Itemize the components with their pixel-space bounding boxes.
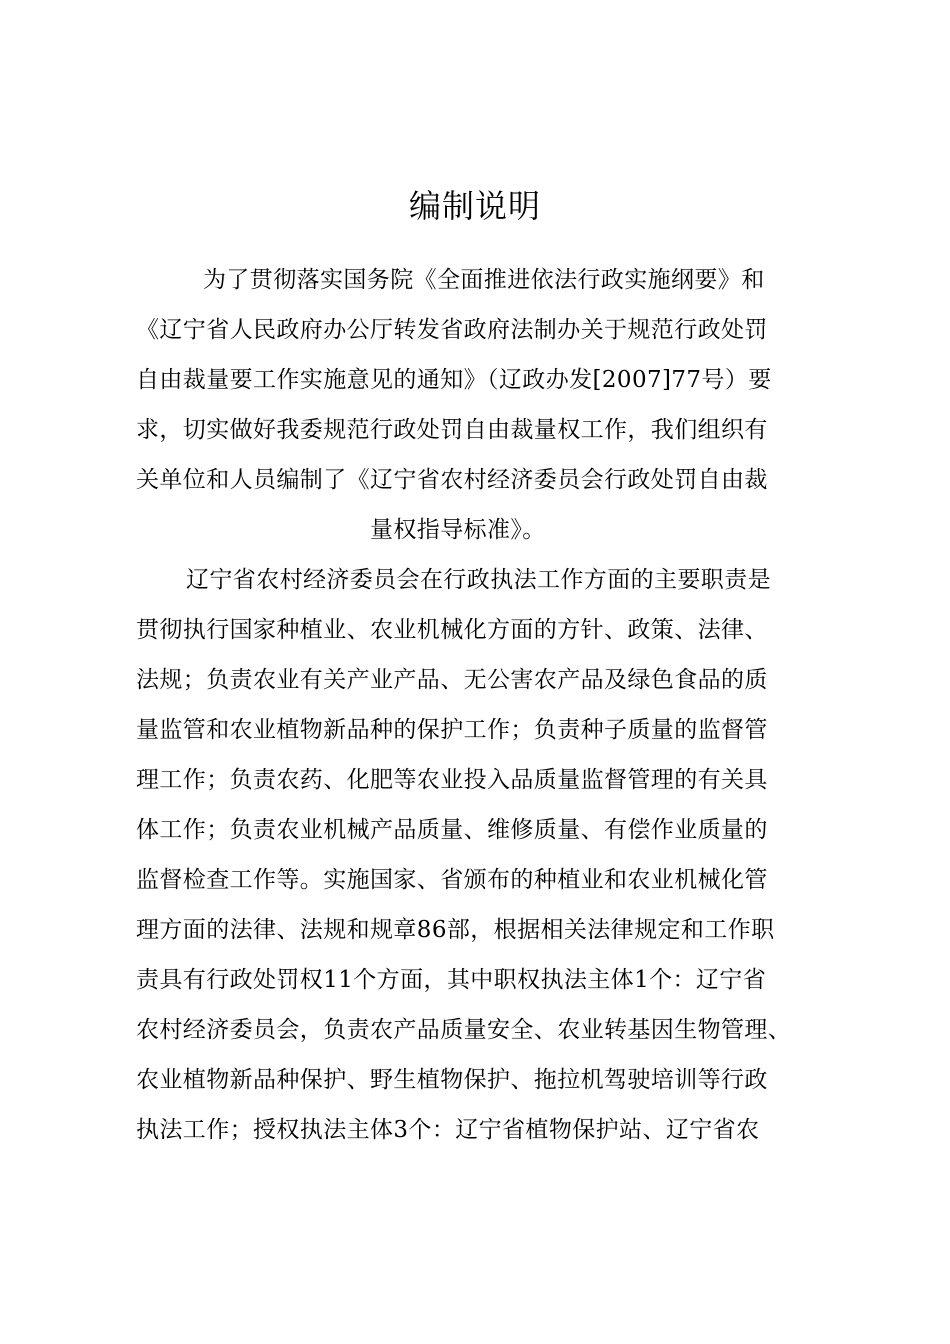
page-title: 编制说明 (408, 187, 541, 225)
paragraph-line: 量监管和农业植物新品种的保护工作；负责种子质量的监督管 (136, 717, 768, 743)
paragraph-line: 自由裁量要工作实施意见的通知》（辽政办发[2007]77号）要 (136, 367, 772, 393)
paragraph-line: 贯彻执行国家种植业、农业机械化方面的方针、政策、法律、 (136, 617, 768, 643)
paragraph-line: 农村经济委员会，负责农产品质量安全、农业转基因生物管理、 (136, 1017, 792, 1043)
paragraph-line: 执法工作；授权执法主体3个：辽宁省植物保护站、辽宁省农 (136, 1117, 760, 1143)
paragraph-line: 理工作；负责农药、化肥等农业投入品质量监督管理的有关具 (136, 767, 768, 793)
paragraph-line: 体工作；负责农业机械产品质量、维修质量、有偿作业质量的 (136, 817, 768, 843)
paragraph-line: 责具有行政处罚权11个方面，其中职权执法主体1个：辽宁省 (136, 967, 767, 993)
paragraph-line: 量权指导标准》。 (370, 517, 546, 543)
paragraph-line: 法规；负责农业有关产业产品、无公害农产品及绿色食品的质 (136, 667, 768, 693)
paragraph-line: 理方面的法律、法规和规章86部，根据相关法律规定和工作职 (136, 917, 775, 943)
paragraph-line: 《辽宁省人民政府办公厅转发省政府法制办关于规范行政处罚 (136, 317, 768, 343)
paragraph-line: 农业植物新品种保护、野生植物保护、拖拉机驾驶培训等行政 (136, 1067, 768, 1093)
paragraph-line: 为了贯彻落实国务院《全面推进依法行政实施纲要》和 (203, 267, 765, 293)
paragraph-line: 监督检查工作等。实施国家、省颁布的种植业和农业机械化管 (136, 867, 768, 893)
paragraph-line: 辽宁省农村经济委员会在行政执法工作方面的主要职责是 (186, 567, 771, 593)
paragraph-line: 求，切实做好我委规范行政处罚自由裁量权工作，我们组织有 (136, 417, 768, 443)
paragraph-line: 关单位和人员编制了《辽宁省农村经济委员会行政处罚自由裁 (136, 467, 768, 493)
